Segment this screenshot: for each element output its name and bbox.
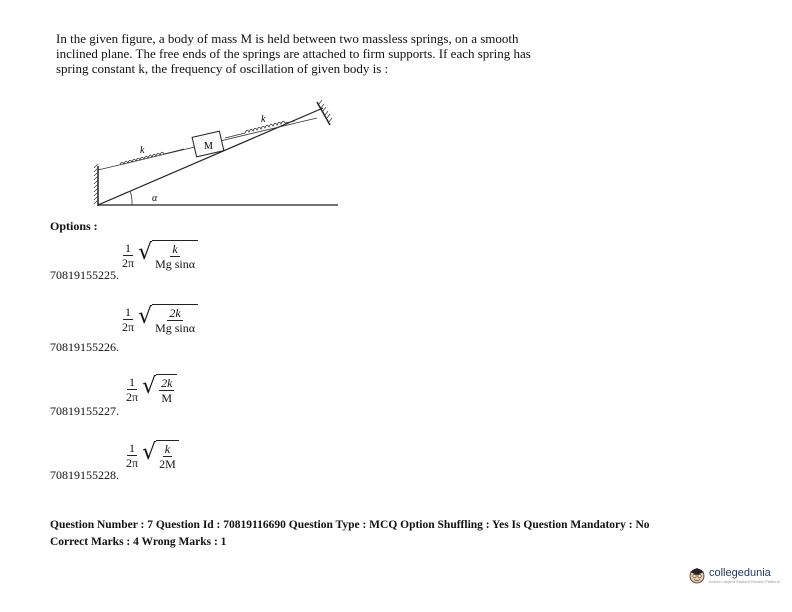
radicand [156, 374, 177, 405]
fraction-numerator: 1 [129, 375, 136, 389]
question-line-2: inclined plane. The free ends of the springs are attached to firm supports. If each spring has [56, 46, 531, 61]
spring-left-label: k [140, 145, 145, 156]
sqrt-icon: √ [142, 440, 157, 465]
option-3-id[interactable]: 70819155227. [50, 404, 119, 418]
sqrt-icon: √ [142, 374, 157, 399]
radicand-denominator: M [161, 391, 173, 405]
fraction-numerator: 1 [125, 305, 132, 319]
option-1-fraction [122, 241, 134, 270]
radicand-denominator: 2M [159, 457, 176, 471]
option-4-radical [142, 440, 179, 471]
options-label: Options : [50, 219, 98, 233]
fraction-numerator: 1 [129, 441, 136, 455]
option-4-fraction [126, 441, 138, 470]
sqrt-icon: √ [138, 304, 153, 329]
right-wall-hatch [319, 100, 332, 122]
radicand [152, 304, 198, 335]
option-1-formula [122, 240, 198, 271]
option-2-fraction [122, 305, 134, 334]
angle-label: α [152, 193, 158, 204]
fraction-numerator: 1 [125, 241, 132, 255]
meta-line-1: Question Number : 7 Question Id : 70819116690 Question Type : MCQ Option Shuffling : Yes Is Question Mandatory : No [50, 519, 650, 531]
fraction-denominator: 2π [126, 456, 139, 470]
mascot-icon [688, 566, 706, 584]
question-text [56, 31, 596, 76]
option-1-id[interactable]: 70819155225. [50, 268, 119, 282]
logo-brand-text: collegedunia [709, 566, 771, 579]
spring-right-label: k [261, 114, 266, 125]
option-3-formula [126, 374, 177, 405]
collegedunia-logo [688, 566, 780, 584]
option-4-id[interactable]: 70819155228. [50, 468, 119, 482]
option-2-id[interactable]: 70819155226. [50, 340, 119, 354]
mass-label: M [204, 141, 213, 152]
option-2-formula [122, 304, 198, 335]
angle-arc [130, 191, 132, 205]
radicand [152, 240, 198, 271]
option-1-radical [138, 240, 198, 271]
radicand-numerator: 2k [169, 306, 181, 320]
option-3-radical [142, 374, 177, 405]
radicand-numerator: 2k [161, 376, 173, 390]
fraction-denominator: 2π [122, 256, 135, 270]
option-4-formula [126, 440, 179, 471]
inclined-plane-figure [80, 98, 350, 210]
question-line-3: spring constant k, the frequency of oscillation of given body is : [56, 61, 389, 76]
logo-tagline: India's Largest Student Review Platform [709, 578, 781, 584]
sqrt-icon: √ [138, 240, 153, 265]
right-wall [317, 102, 330, 125]
question-line-1: In the given figure, a body of mass M is held between two massless springs, on a smooth [56, 31, 519, 46]
radicand-denominator: Mg sinα [155, 257, 196, 271]
fraction-denominator: 2π [126, 390, 139, 404]
option-3-fraction [126, 375, 138, 404]
radicand [156, 440, 179, 471]
meta-line-2: Correct Marks : 4 Wrong Marks : 1 [50, 536, 227, 548]
option-2-radical [138, 304, 198, 335]
radicand-denominator: Mg sinα [155, 321, 196, 335]
fraction-denominator: 2π [122, 320, 135, 334]
question-meta [50, 517, 650, 551]
radicand-numerator: k [164, 442, 171, 456]
radicand-numerator: k [172, 242, 178, 256]
